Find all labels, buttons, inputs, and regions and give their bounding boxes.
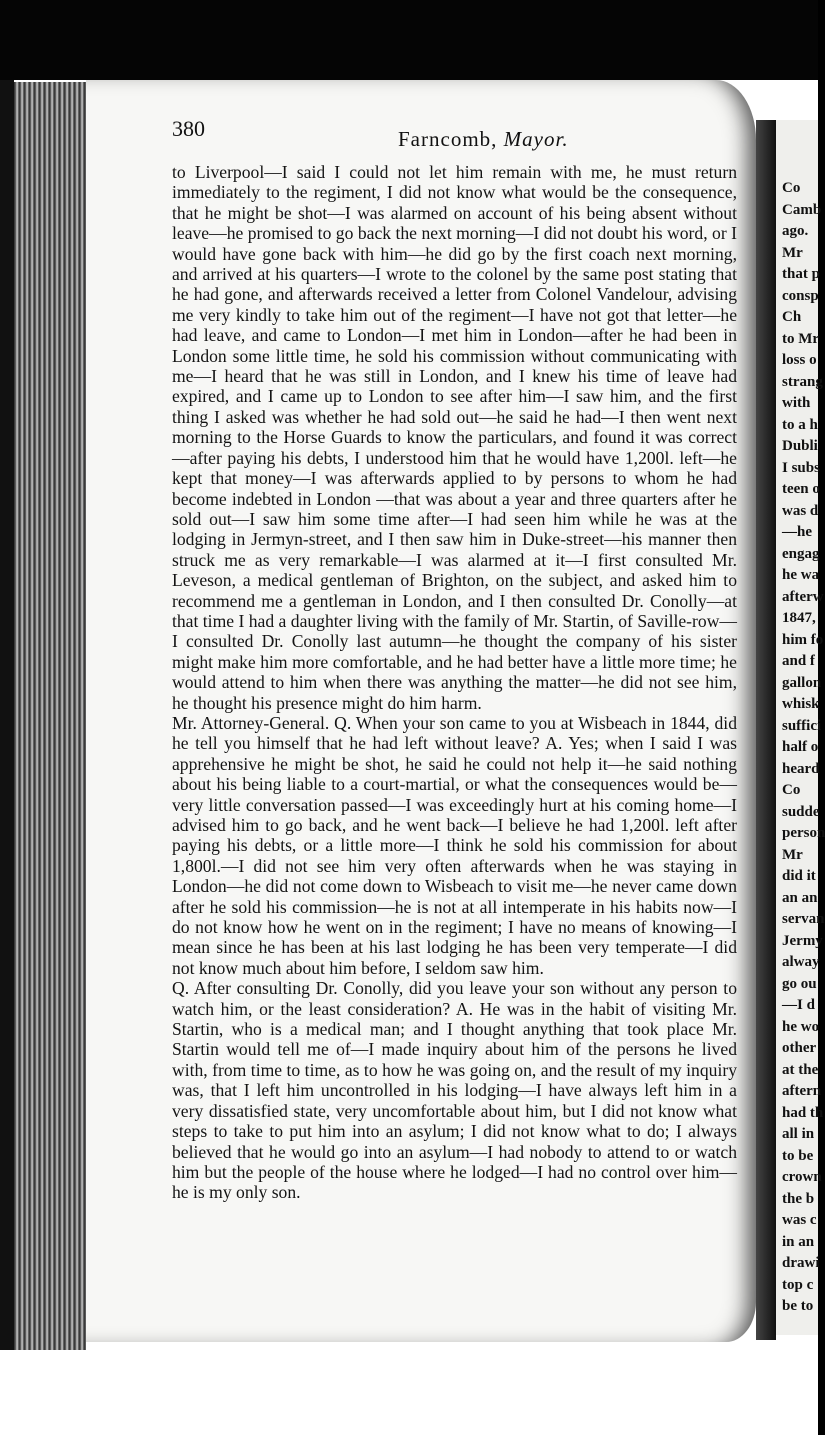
facing-page-fragment: Mr [782,244,803,261]
facing-page-fragment: an an [782,889,818,906]
facing-page-fragment: servan [782,911,825,928]
facing-page-fragment: —I d [782,997,815,1014]
facing-page-fragment: Dubli [782,438,818,455]
facing-page-fragment: —he [782,524,812,541]
facing-page-fragment: whisk [782,696,820,713]
facing-page-fragment: had th [782,1104,824,1121]
facing-page-fragment: engag [782,545,820,562]
paragraph-2: Mr. Attorney-General. Q. When your son came to you at Wisbeach in 1844, did he tell you himself that he had left without leave? A. Yes; when I said I was apprehensive he might be shot, he said he could not help it—he said nothing about his being liable to a court-martial, or what the consequences would be—very little conversation passed—I was exceedingly hurt at his coming home—I advised him to go back, and he went back—I believe he had 1,200l. left after paying his debts, or a little more—I think he sold his commission for about 1,800l.—I did not see him very often afterwards when he was staying in London—he did not come down to Wisbeach to visit me—he never came down after he sold his commission—he is not at all intemperate in his habits now—I do not know how he went on in the regiment; I have no means of knowing—I mean since he has been at his last lodging he has been very temperate—I did not know much about him before, I seldom saw him. [172,712,737,978]
facing-page-fragment: he wa [782,567,820,584]
facing-page-fragment: that p [782,266,820,283]
facing-page-fragment: Camb [782,201,822,218]
facing-page-fragment: with [782,395,811,412]
facing-page-fragment: be to [782,1298,814,1315]
facing-page-fragment: Ch [782,309,802,326]
scan-bottom-margin [0,1345,818,1435]
facing-page-fragment: 1847, [782,610,816,627]
facing-page-fragment: go ou [782,975,817,992]
facing-page-fragment: person [782,825,825,842]
facing-page-fragment: sudde [782,803,820,820]
facing-page-fragment: aftern [782,1083,822,1100]
facing-page-fragment: in an [782,1233,815,1250]
facing-page-fragment: to Mr [782,330,820,347]
facing-page-fragment: drawi [782,1255,820,1272]
facing-page-fragment: him fo [782,631,824,648]
running-head-role: Mayor. [503,127,569,151]
facing-page-fragment: heard [782,760,820,777]
facing-page-fragment: afterw [782,588,824,605]
facing-page [776,120,825,1335]
facing-page-fragment: to be [782,1147,814,1164]
facing-page-fragment: he wo [782,1018,820,1035]
facing-page-fragment: gallon [782,674,822,691]
facing-page-fragment: Jermy [782,932,823,949]
facing-page-fragment: I subs [782,459,820,476]
book-gutter [756,120,776,1340]
facing-page-fragment: top c [782,1276,814,1293]
facing-page-fragment: suffici [782,717,822,734]
page-number: 380 [172,116,205,141]
facing-page-fragment: Co [782,782,801,799]
facing-page-fragment: did it [782,868,816,885]
facing-page-fragment: teen o [782,481,820,498]
facing-page-fragment: the b [782,1190,815,1207]
facing-page-fragment: at the [782,1061,819,1078]
facing-page-fragment: was d [782,502,819,519]
facing-page-fragment: consp [782,287,819,304]
facing-page-fragment: ago. [782,223,809,240]
paragraph-1: to Liverpool—I said I could not let him remain with me, he must return immediately to the regiment, I did not know what would be the consequence, that he might be shot—I was alarmed on account of his being absent without leave—he promised to go back the next morning—I did not doubt his word, or I would have gone back with him—he did go by the first coach next morning, and arrived at his quarters—I wrote to the colonel by the same post stating that he had gone, and afterwards received a letter from Colonel Vandelour, advising me very kindly to take him out of the regiment—I have not got that letter—he had leave, and came to London—I met him in London—after he had been in London some little time, he sold his commission without communicating with me—I heard that he was still in London, and I knew his time of leave had expired, and I came up to London to see after him—I saw him, and the first thing I asked was whether he had sold out—he said he had—I then went next morning to the Horse Guards to know the particulars, and found it was correct—after paying his debts, I understood him that he would have 1,200l. left—he kept that money—I was afterwards applied to by persons to whom he had become indebted in London —that was about a year and three quarters after he sold out—I saw him some time after—I had seen him while he was at the lodging in Jermyn-street, and I then saw him in Duke-street—his manner then struck me as very remarkable—I was alarmed at it—I first consulted Mr. Leveson, a medical gentleman of Brighton, on the subject, and asked him to recommend me a gentleman in London, and I then consulted Dr. Conolly—at that time I had a daughter living with the family of Mr. Startin, of Saville-row—I consulted Dr. Conolly last autumn—he thought the company of his sister might make him more comfortable, and he had better have a little more time; he would attend to him when there was anything the matter—he did not see him, he thought his presence might do him harm. [172,162,737,713]
facing-page-fragment: Mr [782,846,803,863]
facing-page-fragment: strang [782,373,823,390]
scan-top-border [0,0,818,80]
page-stack-edges [14,82,86,1350]
facing-page-fragment: other [782,1040,817,1057]
facing-page-fragment: alway [782,954,820,971]
facing-page-fragment: crown [782,1169,822,1186]
book-cover-edge [0,80,14,1350]
facing-page-fragment: half o [782,739,819,756]
facing-page-fragment: and f [782,653,815,670]
paragraph-3: Q. After consulting Dr. Conolly, did you leave your son without any person to watch him, or the least consideration? A. He was in the habit of visiting Mr. Startin, who is a medical man; and I thought anything that took place Mr. Startin would tell me of—I made inquiry about him of the persons he lived with, from time to time, as to how he was going on, and the result of my inquiry was, that I left him uncontrolled in his lodging—I have always left him in a very dissatisfied state, very uncomfortable about him, but I did not know what steps to take to put him into an asylum; I did not know what to do; I always believed that he would go into an asylum—I had nobody to attend to or watch him but the people of the house where he lodged—I had no control over him—he is my only son. [172,978,737,1203]
facing-page-fragment: was c [782,1212,817,1229]
facing-page-fragment: to a h [782,416,818,433]
running-head [398,127,569,152]
running-head-name: Farncomb, [398,127,498,151]
facing-page-fragment: Co [782,180,801,196]
facing-page-fragment: all in [782,1126,815,1143]
page-body [172,162,737,1203]
facing-page-fragment: loss o [782,352,817,369]
